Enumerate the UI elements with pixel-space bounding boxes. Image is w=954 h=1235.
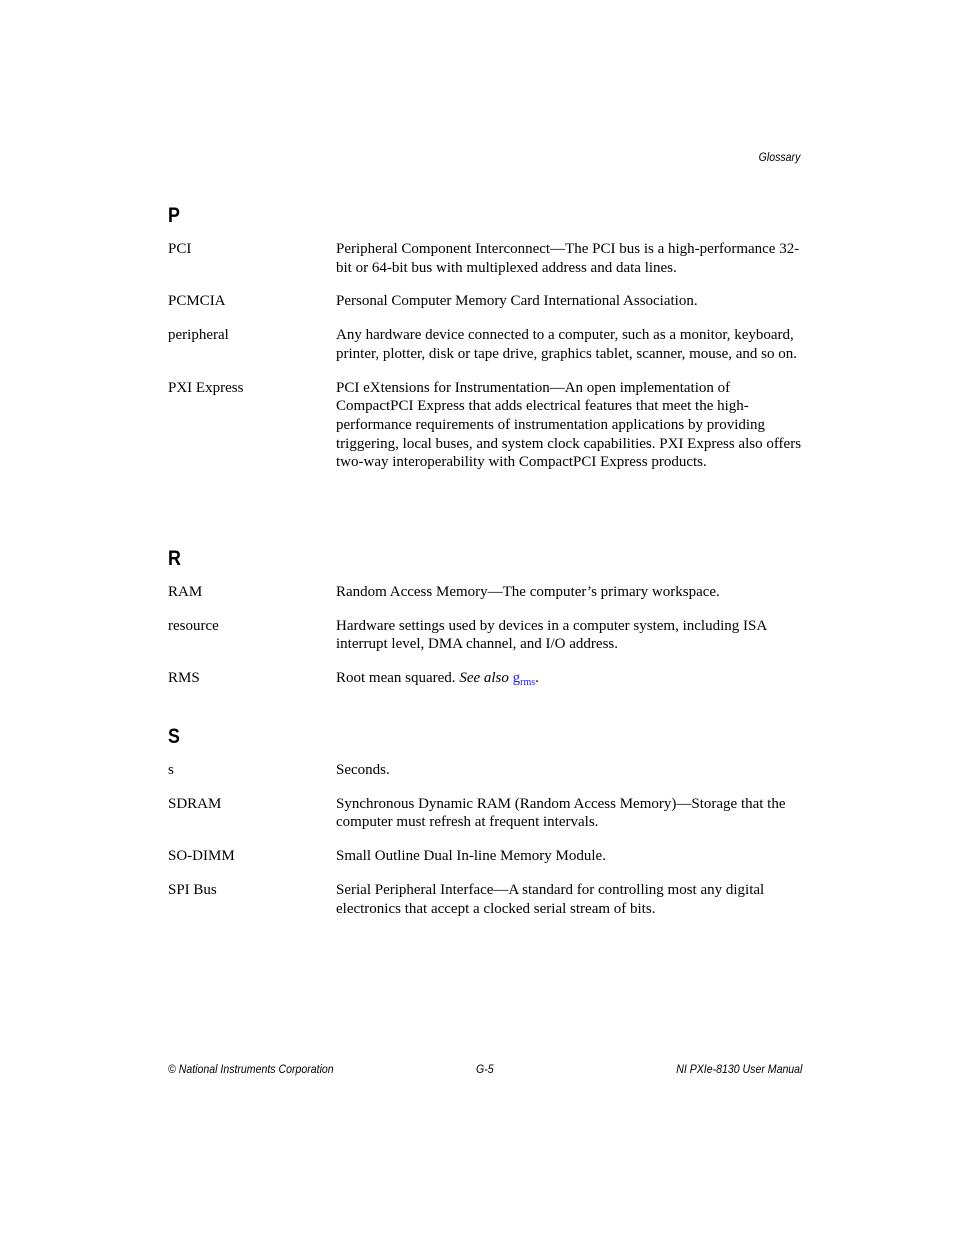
page-footer (168, 1062, 802, 1078)
glossary-entry (168, 847, 802, 866)
glossary-entry (168, 240, 802, 277)
trailing-period: . (535, 670, 539, 687)
entry-term: SO-DIMM (168, 848, 235, 865)
entry-term: RMS (168, 670, 200, 687)
footer-copyright: © National Instruments Corporation (168, 1062, 334, 1076)
glossary-section-r (168, 547, 802, 708)
entry-definition: Serial Peripheral Interface—A standard for controlling most any digital electronics that accept a clocked serial stream of bits. (336, 881, 765, 917)
entry-term: PCMCIA (168, 293, 226, 310)
glossary-entry (168, 326, 802, 363)
glossary-entry (168, 881, 802, 918)
definition-text: Root mean squared. (336, 670, 456, 687)
entry-term: RAM (168, 584, 203, 600)
entry-term: SDRAM (168, 795, 222, 812)
see-also-label: See also (459, 670, 509, 687)
grms-link[interactable] (512, 670, 536, 689)
section-letter: P (168, 204, 180, 227)
entry-definition: Personal Computer Memory Card International Association. (336, 293, 698, 310)
glossary-entry (168, 761, 802, 780)
entry-definition: Hardware settings used by devices in a computer system, including ISA interrupt level, DMA channel, and I/O address. (336, 617, 767, 653)
manual-title: NI PXIe-8130 User Manual (675, 1062, 802, 1076)
entry-definition: Seconds. (336, 762, 390, 778)
entry-definition: Any hardware device connected to a computer, such as a monitor, keyboard, printer, plotter, disk or tape drive, graphics tablet, scanner, mouse, and so on. (336, 327, 797, 362)
entry-term: PCI (168, 241, 192, 257)
glossary-entry (168, 795, 802, 832)
entry-term: s (168, 762, 174, 778)
entry-term: resource (168, 617, 219, 634)
glossary-entry (168, 379, 802, 473)
entry-term: peripheral (168, 327, 229, 344)
glossary-section-p (168, 204, 802, 487)
entry-definition: Synchronous Dynamic RAM (Random Access Memory)—Storage that the computer must refresh at frequent intervals. (336, 795, 786, 831)
entry-definition (336, 669, 802, 693)
entry-definition: Peripheral Component Interconnect—The PCI bus is a high-performance 32-bit or 64-bit bus with multiplexed address and data lines. (336, 241, 800, 276)
glossary-section-s (168, 725, 802, 933)
link-subscript: rms (520, 677, 536, 689)
link-base: g (512, 670, 521, 687)
section-letter: R (168, 547, 181, 570)
entry-term: SPI Bus (168, 881, 217, 898)
glossary-entry (168, 292, 802, 311)
entry-term: PXI Express (168, 379, 244, 396)
entry-definition: Small Outline Dual In-line Memory Module. (336, 848, 606, 865)
page-number: G-5 (476, 1062, 494, 1076)
running-header: Glossary (758, 150, 800, 164)
entry-definition: Random Access Memory—The computer’s primary workspace. (336, 584, 720, 600)
glossary-entry (168, 583, 802, 602)
glossary-entry (168, 669, 802, 693)
glossary-entry (168, 617, 802, 654)
section-letter: S (168, 725, 180, 748)
entry-definition: PCI eXtensions for Instrumentation—An open implementation of CompactPCI Express that adds electrical features that meet the high-performance requirements of instrumentation applications by providing triggering, local buses, and system clock capabilities. PXI Express also offers two-way interoperability with CompactPCI Express products. (336, 379, 802, 471)
